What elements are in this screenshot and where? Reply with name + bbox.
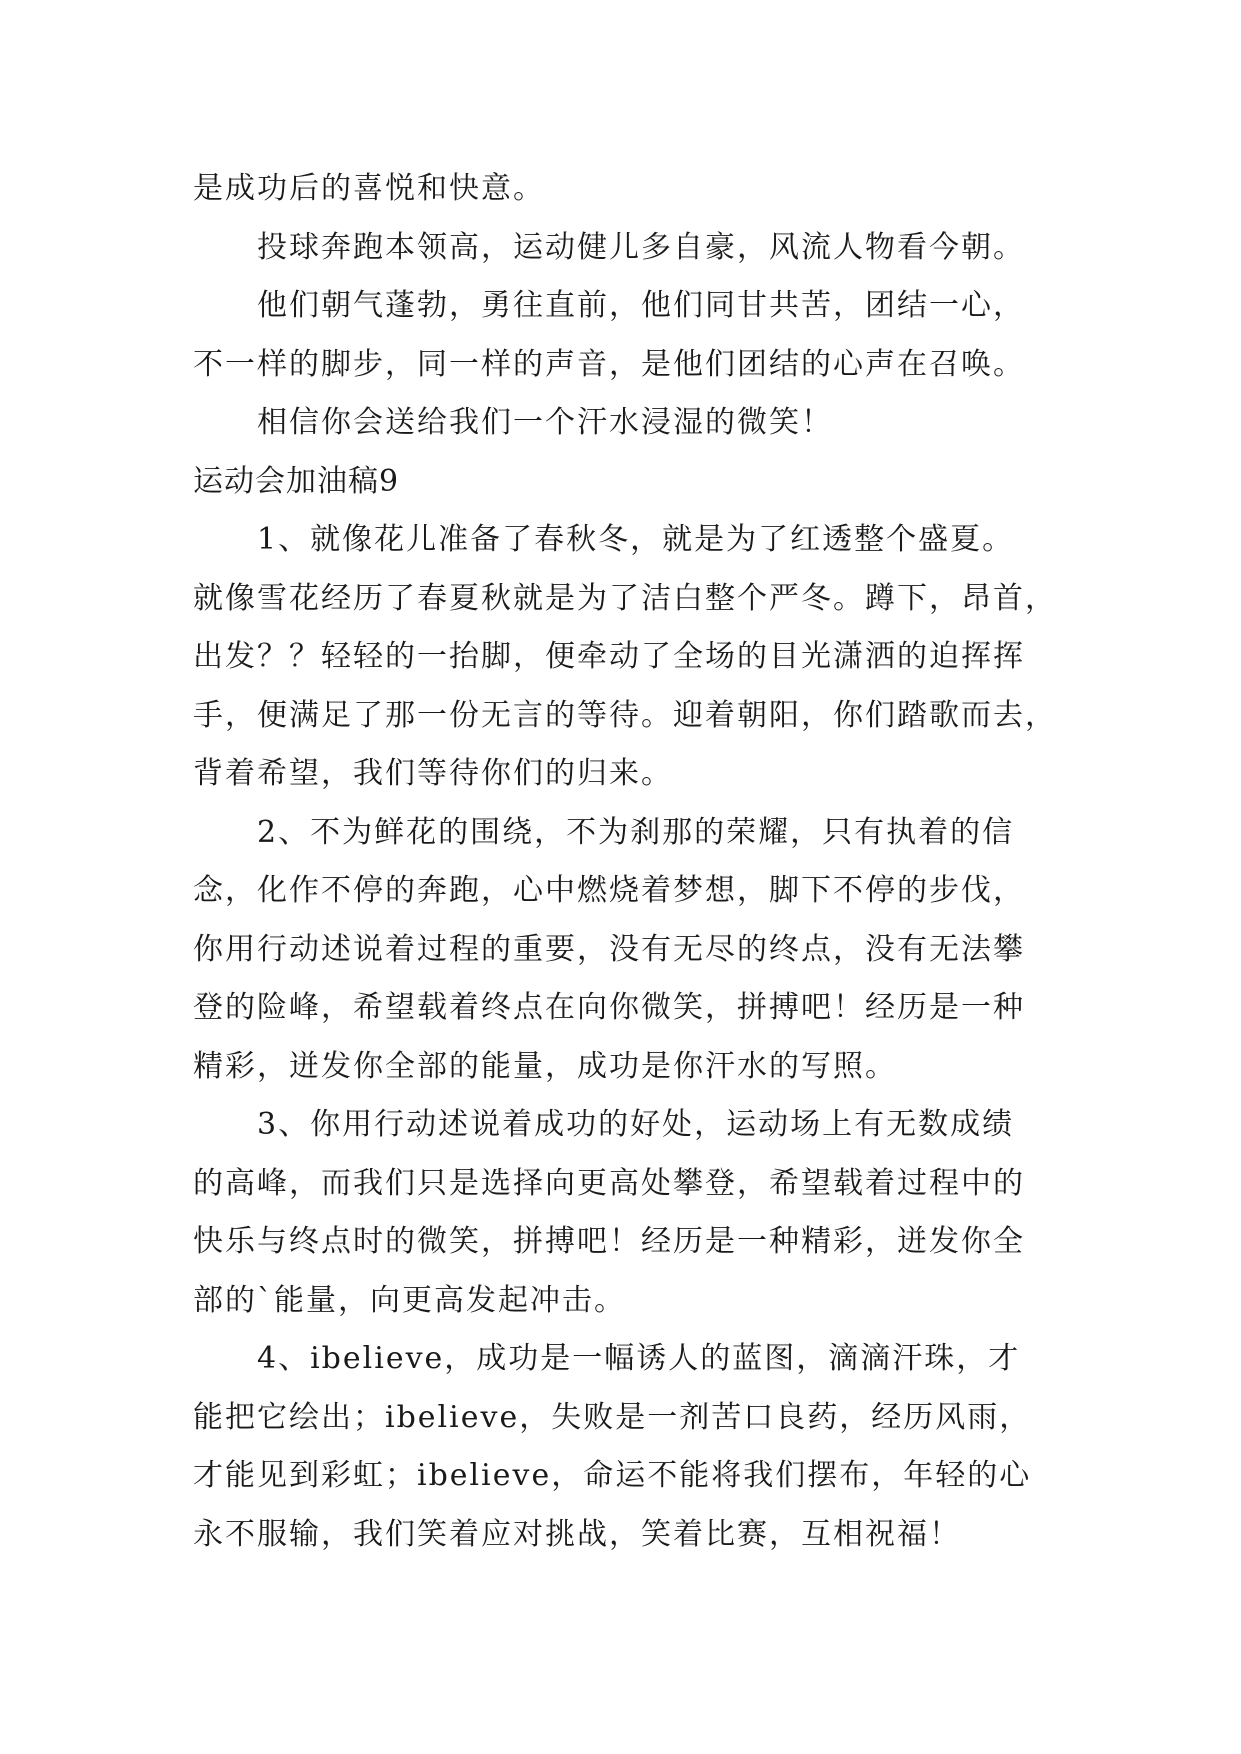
text-line: 快乐与终点时的微笑，拼搏吧！经历是一种精彩，迸发你全 bbox=[193, 1224, 1025, 1259]
text-line: 投球奔跑本领高，运动健儿多自豪，风流人物看今朝。 bbox=[257, 229, 1025, 265]
text-line: 永不服输，我们笑着应对挑战，笑着比赛，互相祝福！ bbox=[193, 1516, 961, 1552]
text-line: 1、就像花儿准备了春秋冬，就是为了红透整个盛夏。 bbox=[257, 522, 1015, 557]
text-line: 4、ibelieve，成功是一幅诱人的蓝图，滴滴汗珠，才 bbox=[257, 1341, 1021, 1376]
text-line: 的高峰，而我们只是选择向更高处攀登，希望载着过程中的 bbox=[193, 1165, 1025, 1201]
document-page bbox=[193, 160, 1073, 1564]
text-line: 精彩，迸发你全部的能量，成功是你汗水的写照。 bbox=[193, 1048, 897, 1084]
text-line: 2、不为鲜花的围绕，不为刹那的荣耀，只有执着的信 bbox=[257, 814, 1015, 850]
text-line: 相信你会送给我们一个汗水浸湿的微笑！ bbox=[257, 405, 833, 440]
text-line: 你用行动述说着过程的重要，没有无尽的终点，没有无法攀 bbox=[193, 931, 1025, 967]
text-line: 才能见到彩虹；ibelieve，命运不能将我们摆布，年轻的心 bbox=[193, 1458, 1032, 1493]
section-heading: 运动会加油稿9 bbox=[193, 463, 400, 499]
text-line: 不一样的脚步，同一样的声音，是他们团结的心声在召唤。 bbox=[193, 346, 1025, 382]
text-line: 手，便满足了那一份无言的等待。迎着朝阳，你们踏歌而去， bbox=[193, 697, 1057, 733]
text-line: 背着希望，我们等待你们的归来。 bbox=[193, 756, 673, 791]
text-line: 登的险峰，希望载着终点在向你微笑，拼搏吧！经历是一种 bbox=[193, 990, 1025, 1025]
text-line: 部的`能量，向更高发起冲击。 bbox=[193, 1282, 626, 1318]
text-line: 出发？？轻轻的一抬脚，便牵动了全场的目光潇洒的迫挥挥 bbox=[193, 639, 1025, 674]
text-line: 是成功后的喜悦和快意。 bbox=[193, 171, 545, 206]
text-line: 能把它绘出；ibelieve，失败是一剂苦口良药，经历风雨， bbox=[193, 1399, 1032, 1435]
text-line: 3、你用行动述说着成功的好处，运动场上有无数成绩 bbox=[257, 1107, 1015, 1142]
text-line: 念，化作不停的奔跑，心中燃烧着梦想，脚下不停的步伐， bbox=[193, 873, 1025, 908]
text-line: 他们朝气蓬勃，勇往直前，他们同甘共苦，团结一心， bbox=[257, 288, 1025, 323]
text-line: 就像雪花经历了春夏秋就是为了洁白整个严冬。蹲下，昂首， bbox=[193, 580, 1057, 616]
